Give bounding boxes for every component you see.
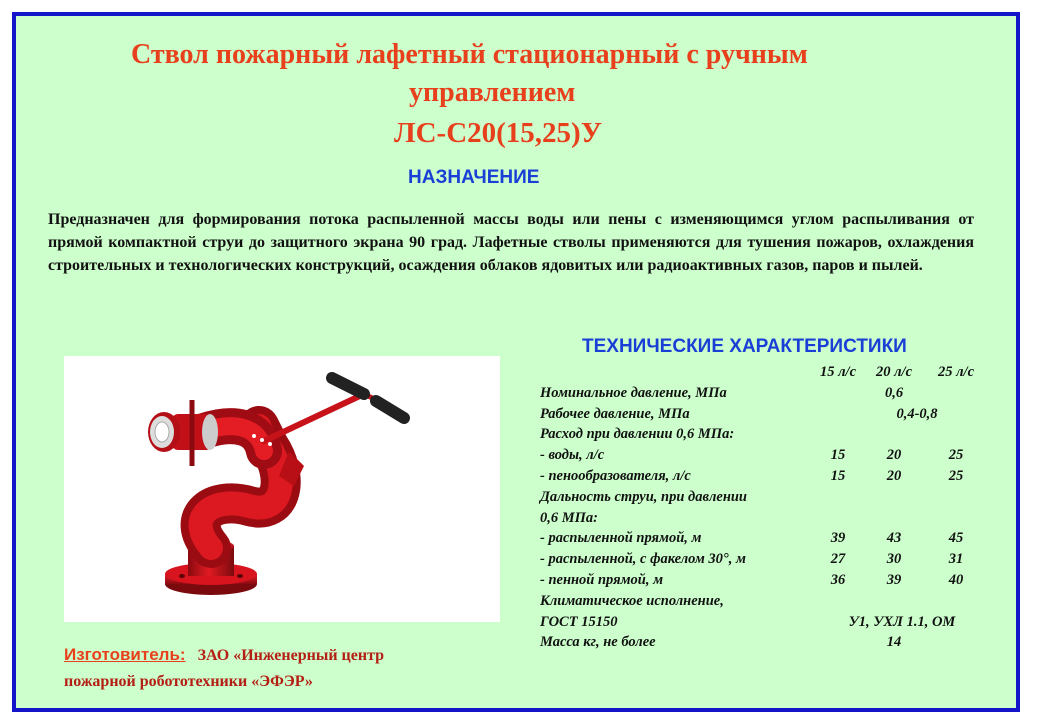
spec-row-flow-water: - воды, л/с 15 20 25: [540, 447, 964, 464]
spec-row-range-heading-1: Дальность струи, при давлении: [540, 488, 747, 505]
specs-table: [540, 362, 1000, 653]
spec-row-flow-heading: Расход при давлении 0,6 МПа:: [540, 426, 735, 443]
purpose-text: Предназначен для формирования потока распыленной массы воды или пены с изменяющимся углом распыливания от прямой компактной струи до защитного экрана 90 град. Лафетные стволы применяются для тушения пожаров, охлаждения строительных и технологических конструкций, осаждения облаков ядовитых или радиоактивных газов, паров и пылей.: [48, 211, 974, 274]
purpose-heading: НАЗНАЧЕНИЕ: [408, 167, 540, 188]
spec-row-climate-1: Климатическое исполнение,: [540, 592, 724, 609]
manufacturer-name-line-1: ЗАО «Инженерный центр: [197, 647, 385, 664]
specs-column-header-row: [540, 362, 1000, 383]
fire-monitor-illustration: [64, 356, 500, 622]
title-line-1: Ствол пожарный лафетный стационарный с ручным: [131, 39, 808, 70]
spec-row-mass: Масса кг, не более 14: [540, 634, 902, 651]
manufacturer-label: Изготовитель:: [64, 645, 186, 664]
manufacturer-name-line-2: пожарной робототехники «ЭФЭР»: [64, 673, 313, 690]
spec-row-nominal-pressure: Номинальное давление, МПа 0,6: [540, 384, 904, 401]
spec-row-climate-2: ГОСТ 15150 У1, УХЛ 1.1, ОМ: [540, 613, 956, 630]
specs-heading: ТЕХНИЧЕСКИЕ ХАРАКТЕРИСТИКИ: [582, 336, 907, 357]
spec-row-working-pressure: Рабочее давление, МПа 0,4-0,8: [540, 405, 938, 422]
title-model: ЛС-С20(15,25)У: [394, 117, 602, 149]
column-25: 25 л/с: [937, 364, 975, 380]
spec-row-range-straight: - распыленной прямой, м 39 43 45: [540, 530, 964, 547]
spec-row-range-torch: - распыленной, с факелом 30°, м 27 30 31: [540, 551, 964, 568]
column-15: 15 л/с: [819, 364, 857, 380]
manufacturer: [64, 642, 504, 695]
spec-row-flow-foam: - пенообразователя, л/с 15 20 25: [540, 467, 964, 484]
column-20: 20 л/с: [875, 364, 913, 380]
slide-frame: [12, 12, 1020, 712]
title-line-2: управлением: [409, 77, 576, 108]
spec-row-range-foam: - пенной прямой, м 36 39 40: [540, 571, 964, 588]
spec-row-range-heading-2: 0,6 МПа:: [540, 509, 598, 526]
product-photo: [64, 356, 500, 622]
